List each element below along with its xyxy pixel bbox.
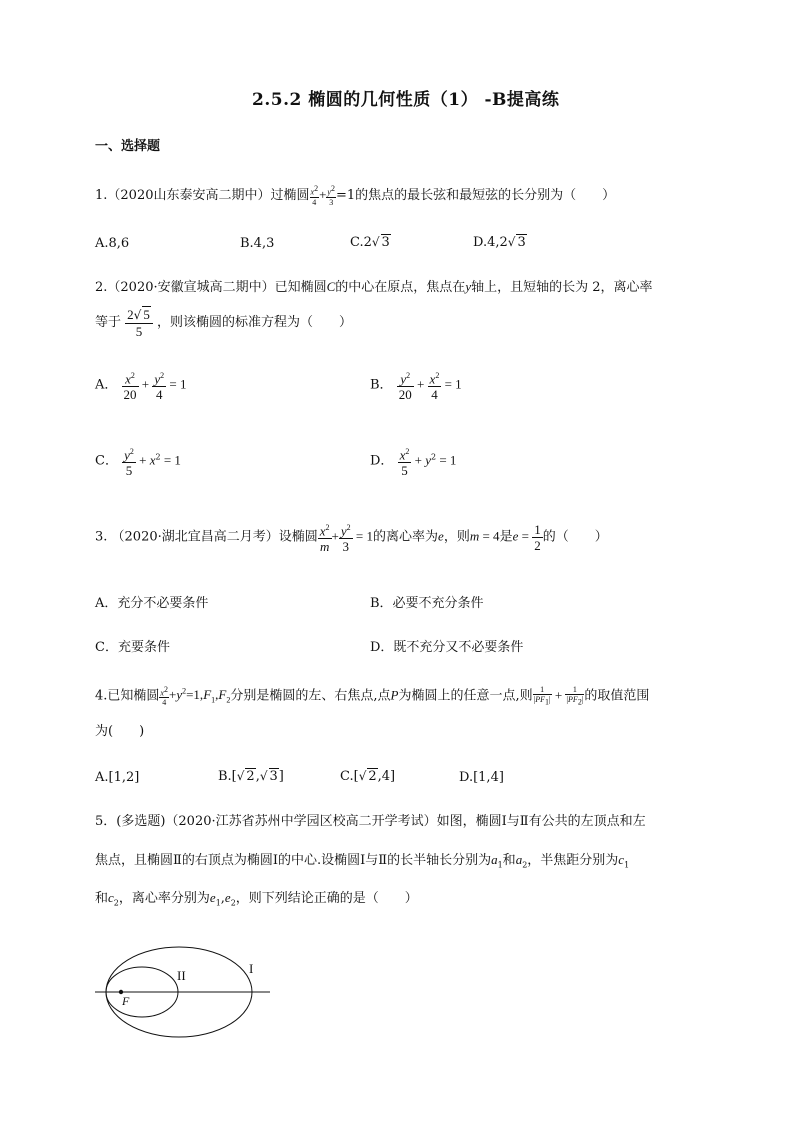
q5-line3: 和$c_2$，离心率分别为$e_1,e_2$，则下列结论正确的是（ ） — [95, 890, 418, 908]
q2-option-b-label: B． — [370, 377, 393, 393]
q4-option-d[interactable]: D.[1,4] — [459, 770, 504, 785]
q1-option-d-radicand: 3 — [517, 235, 526, 250]
q3-mid1: 的离心率为 — [373, 529, 439, 545]
q1-suffix: =1的焦点的最长弦和最短弦的长分别为（ ） — [335, 187, 616, 203]
q5-line3-mid: ，离心率分别为 — [118, 891, 210, 906]
q4-mid2: 为椭圆上的任意一点,则 — [398, 688, 533, 704]
q2-text-2: 的中心在原点，焦点在 — [335, 280, 466, 295]
q1-option-b[interactable]: B.4,3 — [240, 236, 275, 251]
q3-suffix: 的（ ） — [542, 529, 608, 545]
q4-line2: 为( ) — [95, 724, 145, 739]
q3-mid2: ，则 — [443, 529, 470, 545]
label-ellipse-I: I — [249, 961, 254, 976]
question-4: 4.已知椭圆 $\frac{x^2}{4}$ $+y^2=1,F_1,F_2$分别是椭圆的左、右焦点,点P为椭圆上的任意一点,则 $\frac{1}{|PF_1|}$ + $\frac{1}{|PF_2|}$ 的取值范围 — [95, 684, 650, 708]
q3-option-d[interactable]: D．既不充分又不必要条件 — [370, 640, 524, 655]
label-focus-F: F — [122, 994, 130, 1008]
q1-option-d[interactable]: D.4,2√ 3 — [473, 235, 526, 250]
section-heading: 一、选择题 — [95, 139, 161, 154]
q4-suffix: 的取值范围 — [584, 688, 650, 704]
question-2-line2 — [95, 306, 352, 339]
q1-frac-y: $\frac{y^2}{3}$ — [327, 184, 335, 207]
q2-option-c-label: C． — [95, 453, 118, 469]
q1-option-c-text: C.2 — [350, 235, 372, 250]
q1-option-a[interactable]: A.8,6 — [95, 236, 130, 251]
q3-option-b[interactable]: B．必要不充分条件 — [370, 596, 484, 611]
q1-frac-x: $\frac{x^2}{4}$ — [310, 184, 319, 207]
q2-option-d[interactable]: D． $\frac{x^2}{5}$ + $y^2 = 1$ — [370, 444, 456, 478]
q1-prefix: 1.（2020山东泰安高二期中）过椭圆 — [95, 187, 310, 203]
ellipse-figure — [95, 945, 275, 1045]
q4-option-c[interactable]: C.[√ 2,4] — [340, 769, 396, 784]
q5-line2-tail: ，半焦距分别为 — [527, 853, 619, 868]
q2-eccentricity-frac: $\frac{2√ 5}{5}$ — [125, 306, 153, 339]
q4-option-b[interactable]: B.[√ 2,√ 3] — [218, 769, 284, 784]
q3-option-a[interactable]: A．充分不必要条件 — [95, 596, 209, 611]
q2-text-3: 轴上，且短轴的长为 2，离心率 — [471, 280, 653, 295]
q4-option-b-text: B.[ — [218, 769, 237, 784]
q5-line3-and: 和 — [95, 891, 109, 906]
q2-text-4: 等于 — [95, 315, 122, 330]
question-3: 3. （2020·湖北宜昌高二月考）设椭圆 $\frac{x^2}{m}$ + $\frac{y^2}{3}$ = 1的离心率为e，则m = 4是e = $\frac{1}{2}$ 的（ ） — [95, 521, 608, 555]
q2-text-5: ，则该椭圆的标准方程为（ ） — [156, 315, 352, 330]
q5-line2: 焦点，且椭圆Ⅱ的右顶点为椭圆Ⅰ的中心.设椭圆Ⅰ与Ⅱ的长半轴长分别为$a_1$和$a_2$，半焦距分别为$c_1$ — [95, 852, 630, 870]
q1-option-c-radicand: 3 — [381, 235, 390, 250]
q4-option-c-end: ,4] — [377, 769, 396, 784]
q3-mid3: 是 — [499, 529, 513, 545]
q5-line2-and: 和 — [502, 853, 516, 868]
label-ellipse-II: II — [177, 968, 186, 983]
q1-option-d-text: D.4,2 — [473, 235, 508, 250]
q1-option-c[interactable]: C.2√ 3 — [350, 235, 390, 250]
q5-line2-text: 焦点，且椭圆Ⅱ的右顶点为椭圆Ⅰ的中心.设椭圆Ⅰ与Ⅱ的长半轴长分别为 — [95, 853, 492, 868]
q2-option-a-label: A． — [95, 377, 118, 393]
q2-option-d-label: D． — [370, 453, 394, 469]
question-2-line1: 2.（2020·安徽宣城高二期中）已知椭圆C的中心在原点，焦点在y轴上，且短轴的长为 2，离心率 — [95, 279, 653, 295]
q4-option-a[interactable]: A.[1,2] — [95, 770, 140, 785]
q3-prefix: 3. （2020·湖北宜昌高二月考）设椭圆 — [95, 529, 318, 545]
q2-text-1: 2.（2020·安徽宣城高二期中）已知椭圆 — [95, 280, 327, 295]
q2-option-a[interactable]: A． $\frac{x^2}{20}$ + $\frac{y^2}{4}$ = 1 — [95, 368, 187, 402]
q5-line3-tail: ，则下列结论正确的是（ ） — [235, 891, 418, 906]
q4-prefix: 4.已知椭圆 — [95, 688, 160, 704]
q2-option-b[interactable]: B． $\frac{y^2}{20}$ + $\frac{x^2}{4}$ = 1 — [370, 368, 462, 402]
q4-mid: 分别是椭圆的左、右焦点,点 — [230, 688, 391, 704]
q4-option-c-text: C.[ — [340, 769, 359, 784]
page-title: 2.5.2 椭圆的几何性质（1） -B提高练 — [252, 90, 560, 110]
q3-option-c[interactable]: C．充要条件 — [95, 640, 170, 655]
q5-line1: 5．(多选题)（2020·江苏省苏州中学园区校高二开学考试）如图，椭圆Ⅰ与Ⅱ有公共的左顶点和左 — [95, 814, 646, 829]
q2-option-c[interactable]: C． $\frac{y^2}{5}$ + $x^2 = 1$ — [95, 444, 181, 478]
question-1: 1.（2020山东泰安高二期中）过椭圆 $\frac{x^2}{4}$ + $\frac{y^2}{3}$ =1的焦点的最长弦和最短弦的长分别为（ ） — [95, 184, 616, 207]
